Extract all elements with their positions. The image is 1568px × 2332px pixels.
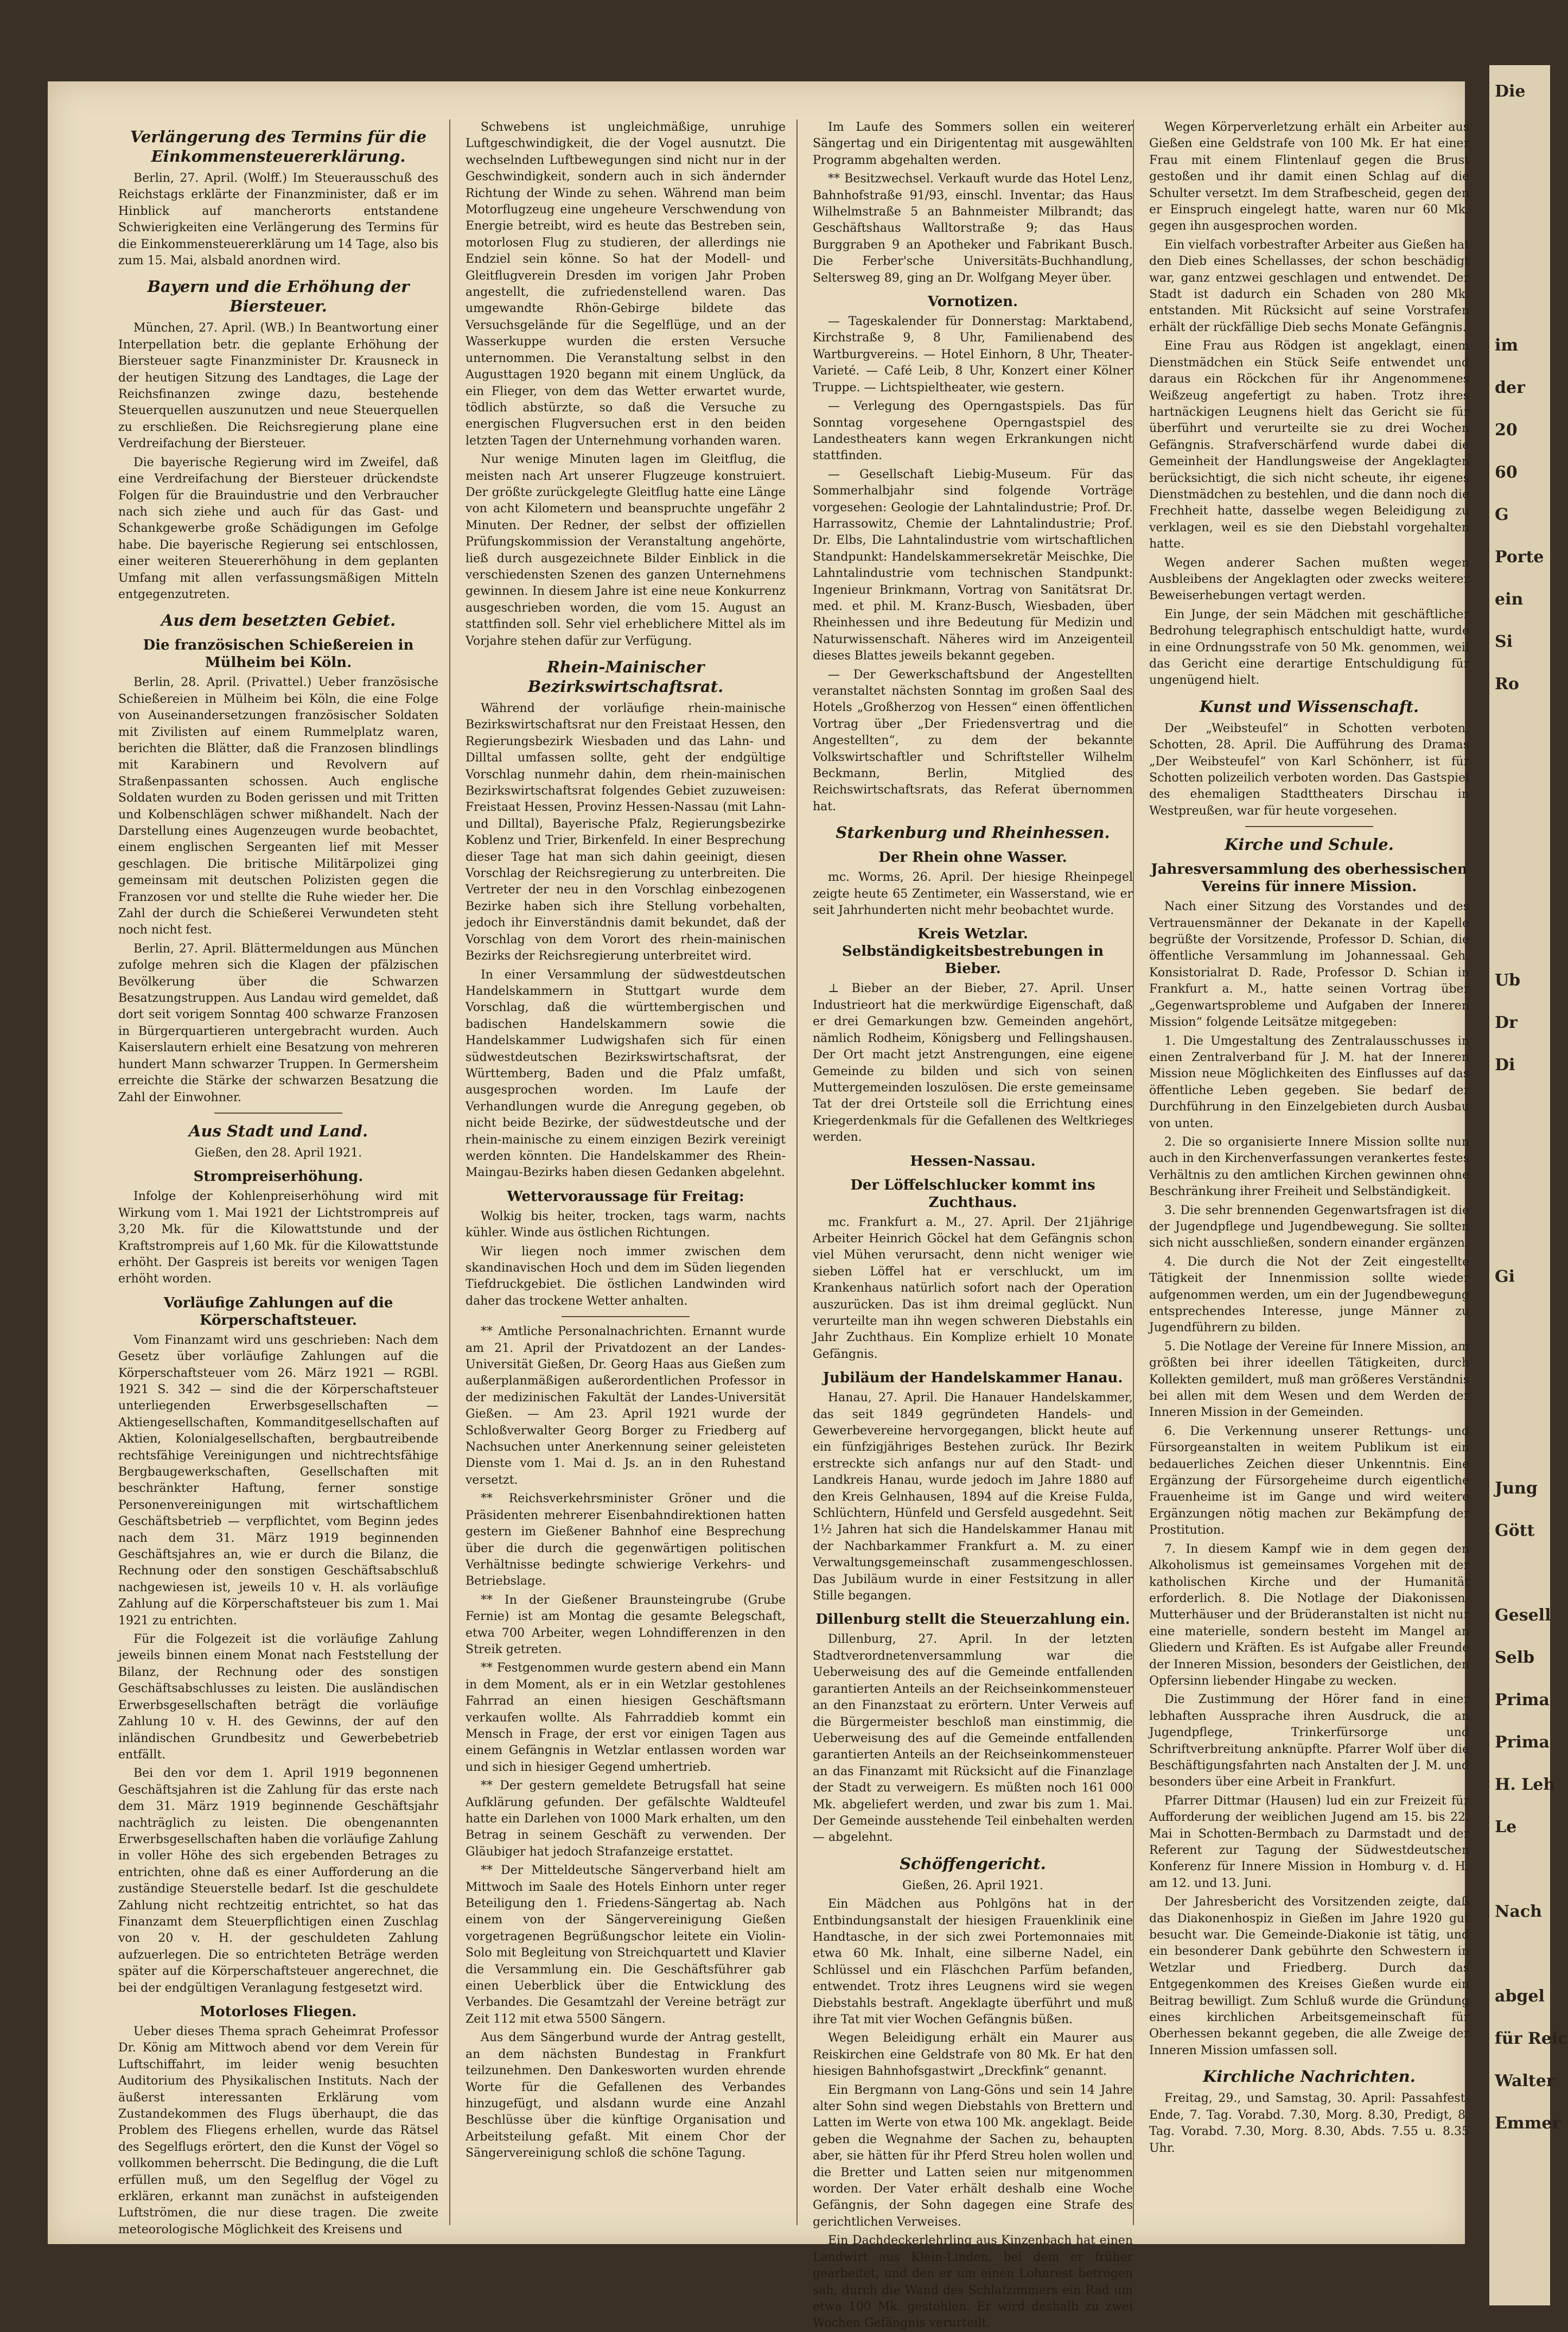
adjacent-page-fragment (1495, 928, 1550, 949)
article-paragraph: Die bayerische Regierung wird im Zweifel, daß eine Verdreifachung der Biersteuer drückendste Folgen für die Brauindustrie und den Verbraucher nach sich ziehe und auch für das Gast- und Schankgewerbe große Schädigungen im Gefolge habe. Die bayerische Regierung sei entschlossen, einer weiteren Steuererhöhung in dem geplanten Umfang mit allen verfassungsmäßigen Mitteln entgegenzutreten. (118, 455, 438, 601)
adjacent-page-fragment: Emmer (1495, 2114, 1561, 2133)
adjacent-page-fragment (1495, 166, 1550, 187)
adjacent-page-fragment: 60 (1495, 463, 1518, 482)
article-paragraph: 1. Die Umgestaltung des Zentralausschusses in einen Zentralverband für J. M. hat der Inneren Mission neue Möglichkeiten des Einflusses auf das öffentliche Leben gegeben. Sie bedarf der Durchführung in den Einzelgebieten durch Ausbau von unten. (1149, 1034, 1469, 1130)
adjacent-page-fragment (1495, 843, 1550, 864)
article-paragraph: Eine Frau aus Rödgen ist angeklagt, einem Dienstmädchen ein Stück Seife entwendet und daraus ein Röckchen für ihr Angenommenes Weißzeug angefertigt zu haben. Trotz ihres hartnäckigen Leugnens hielt das Gericht sie für überführt und verurteilte sie zu drei Wochen Gefängnis. Strafverschärfend wurde dabei die Gemeinheit der Handlungsweise der Angeklagten berücksichtigt, die sich nicht scheute, ihr eigenes Dienstmädchen zu bestehlen, und die dann noch die Frechheit hatte, dasselbe wegen Beleidigung zu verklagen, weil es sie den Diebstahl vorgehalten hatte. (1149, 339, 1469, 551)
article-subheadline: Kreis Wetzlar. Selbständigkeitsbestrebungen in Bieber. (842, 926, 1104, 977)
adjacent-page-fragment (1495, 208, 1550, 229)
adjacent-page-fragment (1495, 1309, 1550, 1330)
article-paragraph: Für die Folgezeit ist die vorläufige Zahlung jeweils binnen einem Monat nach Feststellung der Bilanz, der Rechnung oder des sonstigen Geschäftsabschlusses zu leisten. Die ausländischen Erwerbsgesellschaften beträgt die vorläufige Zahlung 10 v. H. des Gewinns, der auf den inländischen Grundbesitz und Gewerbebetrieb entfällt. (118, 1632, 438, 1762)
adjacent-page-fragment: Le (1495, 1818, 1517, 1837)
article-paragraph: mc. Frankfurt a. M., 27. April. Der 21jährige Arbeiter Heinrich Göckel hat dem Gefängnis schon viel Mühen verursacht, denn nicht weniger wie sieben Löffel hat er verschluckt, um im Krankenhaus natürlich sofort nach der Operation auszurücken. Das ist ihm dreimal geglückt. Nun verurteilte man ihn wegen schweren Diebstahls ein Jahr Zuchthaus. Ein Komplize erhielt 10 Monate Gefängnis. (813, 1215, 1133, 1361)
article-paragraph: Vom Finanzamt wird uns geschrieben: Nach dem Gesetz über vorläufige Zahlungen auf die Körperschaftsteuer vom 26. März 1921 — RGBl. 1921 S. 342 — sind die der Körperschaftsteuer unterliegenden Erwerbsgesellschaften — Aktiengesellschaften, Kommanditgesellschaften auf Aktien, Kolonialgesellschaften, bergbautreibende rechtsfähige Vereinigungen und nichtrechtsfähige Bergbaugewerkschaften, Gesellschaften mit beschränkter Haftung, ferner sonstige Personenvereinigungen mit wirtschaftlichem Geschäftsbetrieb — verpflichtet, vom Beginn jedes nach dem 31. März 1919 beginnenden Geschäftsjahres an, wie er durch die Bilanz, die Rechnung oder den sonstigen Geschäftsabschluß nachgewiesen ist, jeweils 10 v. H. als vorläufige Zahlung auf die Körperschaftsteuer bis zum 1. Mai 1921 zu entrichten. (118, 1333, 438, 1628)
article-paragraph: — Tageskalender für Donnerstag: Marktabend, Kirchstraße 9, 8 Uhr, Familienabend des Wartburgvereins. — Hotel Einhorn, 8 Uhr, Theater-Varieté. — Café Leib, 8 Uhr, Konzert einer Kölner Truppe. — Lichtspieltheater, wie gestern. (813, 315, 1133, 395)
article-paragraph: Wegen anderer Sachen mußten wegen Ausbleibens der Angeklagten oder zwecks weiterer Beweiserhebungen vertagt werden. (1149, 556, 1469, 603)
article-paragraph: Nach einer Sitzung des Vorstandes und des Vertrauensmänner der Dekanate in der Kapelle begrüßte der Vorsitzende, Professor D. Schian, die öffentliche Versammlung im Johannessaal. Geh. Konsistorialrat D. Rade, Professor D. Schian in Frankfurt a. M., hatte seinen Vortrag über „Gegenwartsprobleme und Aufgaben der Inneren Mission“ folgende Leitsätze mitgegeben: (1149, 900, 1469, 1030)
column-rule (796, 119, 798, 2225)
adjacent-page-fragment (1495, 759, 1550, 779)
article-paragraph: Der Jahresbericht des Vorsitzenden zeigte, daß das Diakonenhospiz in Gießen im Jahre 1920 gut besucht war. Die Gemeinde-Diakonie ist tätig, und ein besonderer Dank gebührte den Schwestern in Wetzlar und Friedberg. Durch das Entgegenkommen des Kreises Gießen wurde ein Beitrag bewilligt. Zum Schluß wurde die Gründung eines kirchlichen Arbeitsgemeinschaft für Oberhessen bekannt gegeben, die alle Zweige der Inneren Mission umfassen soll. (1149, 1895, 1469, 2057)
article-paragraph: Ein Bergmann von Lang-Göns und sein 14 Jahre alter Sohn sind wegen Diebstahls von Brettern und Latten im Werte von etwa 100 Mk. angeklagt. Beide geben die Wegnahme der Sachen zu, behaupten aber, sie hätten für ihr Pferd Streu holen wollen und die Bretter und Latten seien nur mitgenommen worden. Der Vater erhält deshalb eine Woche Gefängnis, der Sohn dagegen eine Strafe des gerichtlichen Verweises. (813, 2083, 1133, 2229)
article-subheadline: Motorloses Fliegen. (200, 2004, 357, 2020)
article-headline: Schöffengericht. (900, 1854, 1046, 1873)
adjacent-page-fragment (1495, 1097, 1550, 1118)
article-paragraph: Berlin, 28. April. (Privattel.) Ueber französische Schießereien in Mülheim bei Köln, die eine Folge von Auseinandersetzungen französischer Soldaten mit Zivilisten auf einem Rummelplatz waren, berichten die Blätter, daß die Franzosen blindlings mit Karabinern und Revolvern auf Straßenpassanten schossen. Auch englische Soldaten wurden zu Boden gerissen und mit Tritten und Kolbenschlägen schwer mißhandelt. Nach der Darstellung eines Augenzeugen wurde beobachtet, einem englischen Sergeanten lief mit Messer geschlagen. Die britische Militärpolizei ging gemeinsam mit deutschen Polizisten gegen die Franzosen vor und stellte die Ruhe wieder her. Die Zahl der durch die Schießerei Verwundeten steht noch nicht fest. (118, 676, 438, 937)
article-subheadline: Der Löffelschlucker kommt ins Zuchthaus. (850, 1177, 1095, 1211)
section-divider (214, 1113, 342, 1114)
article-subheadline: Vorläufige Zahlungen auf die Körperschaftsteuer. (163, 1294, 393, 1329)
adjacent-page-fragment: G (1495, 505, 1509, 524)
adjacent-page-fragment: Ub (1495, 971, 1521, 990)
article-headline: Kirche und Schule. (1225, 835, 1394, 854)
article-paragraph: Nur wenige Minuten lagen im Gleitflug, die meisten nach Art unserer Flugzeuge konstruiert. Der größte zurückgelegte Gleitflug hatte eine Länge von acht Kilometern und beanspruchte ungefähr 2 Minuten. Der Redner, der selbst der offiziellen Prüfungskommission der Veranstaltung angehörte, ließ durch ausgezeichnete Bilder Einblick in die verschiedensten Szenen des ganzen Unternehmens gewinnen. In diesem Jahre ist eine neue Konkurrenz ausgeschrieben worden, die vom 15. August an stattfinden soll. Sehr viel erheblichere Mittel als im Vorjahre stehen dafür zur Verfügung. (466, 453, 786, 648)
article-paragraph: Pfarrer Dittmar (Hausen) lud ein zur Freizeit für Aufforderung der weiblichen Jugend am 15. bis 22. Mai in Schotten-Bermbach zu Darmstadt und der Referent zur Tagung der Südwestdeutschen Konferenz für Innere Mission in Homburg v. d. H. am 12. und 13. Juni. (1149, 1794, 1469, 1890)
adjacent-page-fragment: Nach (1495, 1902, 1542, 1921)
article-paragraph: Ein vielfach vorbestrafter Arbeiter aus Gießen hat den Dieb eines Schellasses, der schon beschädigt war, ganz entzwei geschlagen und entwendet. Der Stadt ist dadurch ein Schaden von 280 Mk. entstanden. Mit Rücksicht auf seine Vorstrafen erhält der rückfällige Dieb sechs Monate Gefängnis. (1149, 238, 1469, 334)
article-paragraph: 6. Die Verkennung unserer Rettungs- und Fürsorgeanstalten in weitem Publikum ist ein bedauerliches Zeichen dieser Unkenntnis. Eine Ergänzung der Fürsorgeheime durch eigentliche Frauenheime ist im Gange und wird weitere Ergänzungen nötig machen zur Bekämpfung der Prostitution. (1149, 1424, 1469, 1537)
article-headline: Kirchliche Nachrichten. (1203, 2067, 1416, 2086)
article-paragraph: mc. Worms, 26. April. Der hiesige Rheinpegel zeigte heute 65 Zentimeter, ein Wasserstand, wie er seit Jahrhunderten nicht mehr beobachtet wurde. (813, 870, 1133, 918)
article-paragraph: Schwebens ist ungleichmäßige, unruhige Luftgeschwindigkeit, die der Vogel ausnutzt. Die wechselnden Luftbewegungen sind nicht nur in der Geschwindigkeit, sondern auch in sich ändernder Richtung der Winde zu sehen. Während man beim Motorflugzeug eine ungeheure Verschwendung von Energie betreibt, wird es heute das Bestreben sein, motorlosen Flug zu studieren, der allerdings nie Endziel sein könne. So hat der Modell- und Gleitflugverein Dresden im vorigen Jahr Proben angestellt, die zufriedenstellend waren. Das umgewandte Rhön-Gebirge bildete das Versuchsgelände für die Segelflüge, und an der Wasserkuppe wurden die ersten Versuche unternommen. Die Veranstaltung selbst in den Augusttagen 1920 begann mit einem Unglück, da ein Flieger, von dem das Wetter erwartet wurde, tödlich abstürzte, so daß die Versuche zu energischen Flugversuchen erst in den beiden letzten Tagen der Unternehmung vorhanden waren. (466, 120, 786, 448)
adjacent-page-fragment: Gesell (1495, 1606, 1551, 1625)
article-paragraph: ** Der gestern gemeldete Betrugsfall hat seine Aufklärung gefunden. Der gefälschte Waldteufel hatte ein Darlehen von 1000 Mark erhalten, um den Betrag in seinem Geschäft zu verwenden. Der Gläubiger hat jedoch Strafanzeige erstattet. (466, 1779, 786, 1859)
adjacent-page-fragment: Prima (1495, 1733, 1550, 1752)
article-paragraph: 4. Die durch die Not der Zeit eingestellte Tätigkeit der Innenmission sollte wieder aufgenommen werden, um ein der Jugendbewegung entsprechendes Interesse, junge Männer zu Jugendführern zu bilden. (1149, 1255, 1469, 1335)
article-subheadline: Dillenburg stellt die Steuerzahlung ein. (815, 1611, 1130, 1628)
article-paragraph: 2. Die so organisierte Innere Mission sollte nun auch in den Kirchenverfassungen verankertes festes Verhältnis zu den amtlichen Kirchen gewinnen ohne Beschränkung ihrer Freiheit und Selbständigkeit. (1149, 1135, 1469, 1199)
adjacent-page-fragment: 20 (1495, 421, 1518, 440)
article-paragraph: Wolkig bis heiter, trocken, tags warm, nachts kühler. Winde aus östlichen Richtungen. (466, 1209, 786, 1240)
article-paragraph: ** Festgenommen wurde gestern abend ein Mann in dem Moment, als er in ein Wetzlar gestohlenes Fahrrad an einen hiesigen Geschäftsmann verkaufen wollte. Als Fahrraddieb kommt ein Mensch in Frage, der erst vor einigen Tagen aus einem Gefängnis in Wetzlar entlassen worden war und sich in hiesiger Gegend umhertrieb. (466, 1661, 786, 1774)
article-paragraph: 5. Die Notlage der Vereine für Innere Mission, am größten bei ihrer ideellen Tätigkeiten, durch Kollekten gemildert, muß man größeres Verständnis bei allen mit dem Wesen und dem Werden der Inneren Mission in der Gemeinden. (1149, 1339, 1469, 1420)
article-paragraph: ** Besitzwechsel. Verkauft wurde das Hotel Lenz, Bahnhofstraße 91/93, einschl. Inventar; das Haus Wilhelmstraße 5 an Bahnmeister Milbrandt; das Geschäftshaus Walltorstraße 9; das Haus Burggraben 9 an Apotheker und Fabrikant Busch. Die Ferber'sche Universitäts-Buchhandlung, Seltersweg 89, ging an Dr. Wolfgang Meyer über. (813, 172, 1133, 285)
adjacent-page-fragment (1495, 1944, 1550, 1965)
article-paragraph: Dillenburg, 27. April. In der letzten Stadtverordnetenversammlung war die Ueberweisung des auf die Gemeinde entfallenden garantierten Anteils an der Reichseinkommensteuer an den Finanzstaat zu erörtern. Unter Verweis auf die Bürgermeister beschloß man einstimmig, die Ueberweisung des auf die Gemeinde entfallenden garantierten Anteils an der Reichseinkommensteuer an das Finanzamt mit Rücksicht auf die Finanzlage der Stadt zu verweigern. Es müßten noch 161 000 Mk. abgeliefert werden, und zwar bis zum 1. Mai. Der Gemeinde ausstehende Teil einbehalten werden — abgelehnt. (813, 1632, 1133, 1845)
column-2 (466, 119, 786, 2225)
article-subheadline: Jahresversammlung des oberhessischen Vereins für innere Mission. (1151, 861, 1468, 895)
adjacent-page-fragment (1495, 1140, 1550, 1160)
article-paragraph: Berlin, 27. April. (Wolff.) Im Steuerausschuß des Reichstags erklärte der Finanzminister, daß er im Hinblick auf mancherorts entstandene Schwierigkeiten eine Verlängerung des Termins für die Einkommensteuererklärung um 14 Tage, also bis zum 15. Mai, alsbald anordnen wird. (118, 171, 438, 268)
adjacent-page-fragment: H. Leh (1495, 1775, 1556, 1794)
dateline: Gießen, 26. April 1921. (902, 1878, 1043, 1892)
adjacent-page-fragment: für Reic (1495, 2029, 1568, 2048)
article-paragraph: ** Reichsverkehrsminister Gröner und die Präsidenten mehrerer Eisenbahndirektionen hatten gestern im Gießener Bahnhof eine Besprechung über die durch die gegenwärtigen politischen Verhältnisse bedingte schwierige Verkehrs- und Betriebslage. (466, 1492, 786, 1588)
article-paragraph: Wegen Körperverletzung erhält ein Arbeiter aus Gießen eine Geldstrafe von 100 Mk. Er hat einer Frau mit einem Flintenlauf gegen die Brust gestoßen und ihr damit einen Schlag auf die Schulter versetzt. Im dem Strafbescheid, gegen den er Einspruch eingelegt hatte, waren nur 60 Mk. gegen ihn ausgesprochen worden. (1149, 120, 1469, 233)
adjacent-page-fragment: Ro (1495, 675, 1519, 694)
article-paragraph: Ein Mädchen aus Pohlgöns hat in der Entbindungsanstalt der hiesigen Frauenklinik eine Handtasche, in der sich zwei Portemonnaies mit etwa 60 Mk. Inhalt, eine silberne Nadel, ein Schlüssel und ein Fläschchen Parfüm befanden, entwendet. Trotz ihres Leugnens wird sie wegen Diebstahls bestraft. Angeklagte überführt und muß ihre Tat mit vier Wochen Gefängnis büßen. (813, 1897, 1133, 2026)
adjacent-page-fragment: ein (1495, 590, 1524, 609)
article-paragraph: ** Amtliche Personalnachrichten. Ernannt wurde am 21. April der Privatdozent an der Landes-Universität Gießen, Dr. Georg Haas aus Gießen zum außerplanmäßigen außerordentlichen Professor in der medizinischen Fakultät der Landes-Universität Gießen. — Am 23. April 1921 wurde der Schloßverwalter Georg Borger zu Friedberg auf Nachsuchen unter Anerkennung seiner geleisteten Dienste vom 1. Mai d. Js. an in den Ruhestand versetzt. (466, 1325, 786, 1487)
adjacent-page-fragment (1495, 1182, 1550, 1203)
article-paragraph: In einer Versammlung der südwestdeutschen Handelskammern in Stuttgart wurde dem Vorschlag, daß die württembergischen und badischen Handelskammern sowie die Handelskammer Ludwigshafen sich für einen südwestdeutschen Bezirkswirtschaftsrat, der Württemberg, Baden und die Pfalz umfaßt, ausgesprochen worden. Im Laufe der Verhandlungen wurde die Anregung gegeben, ob nicht beide Bezirke, der südwestdeutsche und der rhein-mainische zu einem einzigen Bezirk vereinigt werden könnten. Die Handelskammer des Rhein-Maingau-Bezirks haben diesen Gedanken abgelehnt. (466, 968, 786, 1180)
article-paragraph: Berlin, 27. April. Blättermeldungen aus München zufolge mehren sich die Klagen der pfälzischen Bevölkerung über die Schwarzen Besatzungstruppen. Aus Landau wird gemeldet, daß dort seit vorigem Sonntag 400 schwarze Franzosen in Bürgerquartieren untergebracht wurden. Auch Kaiserslautern erhielt eine Besatzung von mehreren hundert Mann schwarzer Truppen. In Germersheim erreichte die Stärke der schwarzen Besatzung die Zahl der Einwohner. (118, 942, 438, 1104)
article-headline: Rhein-Mainischer Bezirkswirtschaftsrat. (527, 658, 724, 696)
adjacent-page-fragment: Die (1495, 82, 1526, 101)
section-divider (562, 1316, 690, 1317)
adjacent-page-fragment: Gött (1495, 1521, 1535, 1540)
column-rule (449, 119, 450, 2225)
article-paragraph: Ueber dieses Thema sprach Geheimrat Professor Dr. König am Mittwoch abend vor dem Verein für Luftschiffahrt, im leider wenig besuchten Auditorium des Physikalischen Instituts. Nach der äußerst interessanten Erklärung vom Zustandekommen des Flugs überhaupt, die das Problem des Fliegens erhellen, wurde das Rätsel des Segelflugs erörtert, den die Kunst der Vögel so vollkommen beherrscht. Die Bedingung, die die Luft erfüllen muß, um den Segelflug der Vögel zu erklären, erkannt man zunächst in aufsteigenden Luftströmen, die nur diese tragen. Die zweite meteorologische Möglichkeit des Kreisens und (118, 2025, 438, 2236)
article-paragraph: Wegen Beleidigung erhält ein Maurer aus Reiskirchen eine Geldstrafe von 80 Mk. Er hat den hiesigen Bahnhofsgastwirt „Dreckfink“ genannt. (813, 2031, 1133, 2079)
article-subheadline: Jubiläum der Handelskammer Hanau. (823, 1370, 1123, 1387)
article-paragraph: 3. Die sehr brennenden Gegenwartsfragen ist die der Jugendpflege und Jugendbewegung. Sie sollten sich nicht ausschließen, sondern einander ergänzen. (1149, 1203, 1469, 1250)
article-headline: Aus Stadt und Land. (188, 1121, 368, 1140)
article-paragraph: — Gesellschaft Liebig-Museum. Für das Sommerhalbjahr sind folgende Vorträge vorgesehen: Geologie der Lahntalindustrie; Prof. Dr. Harrassowitz, Chemie der Lahntalindustrie; Prof. Dr. Elbs, Die Lahntalindustrie vom wirtschaftlichen Standpunkt: Handelskammersekretär Meischke, Die Lahntalindustrie vom technischen Standpunkt: Ingenieur Brinkmann, Vortrag von Sanitätsrat Dr. med. et phil. M. Kranz-Busch, Wiesbaden, über Rheinhessen und ihre Bedeutung für Medizin und Naturwissenschaft. Näheres wird im Anzeigenteil dieses Blattes jeweils bekannt gegeben. (813, 467, 1133, 663)
article-headline: Kunst und Wissenschaft. (1199, 697, 1419, 716)
article-paragraph: ** In der Gießener Braunsteingrube (Grube Fernie) ist am Montag die gesamte Belegschaft, etwa 700 Arbeiter, wegen Lohndifferenzen in den Streik getreten. (466, 1593, 786, 1656)
article-subheadline: Wettervoraussage für Freitag: (507, 1188, 744, 1205)
adjacent-page-fragment (1495, 716, 1550, 737)
column-rule (1133, 119, 1134, 2225)
section-divider (1245, 826, 1373, 827)
article-headline: Aus dem besetzten Gebiet. (161, 611, 396, 630)
dateline: Gießen, den 28. April 1921. (194, 1146, 362, 1160)
article-paragraph: Ein Dachdeckerlehrling aus Kinzenbach hat einen Landwirt aus Klein-Linden, bei dem er früher gearbeitet, und den er um einen Lohnrest betrogen sah, durch die Wand des Schlafzimmers ein Rad um etwa 100 Mk. gestohlen. Er wird deshalb zu zwei Wochen Gefängnis verurteilt. (813, 2234, 1133, 2330)
article-paragraph: ⊥ Bieber an der Bieber, 27. April. Unser Industrieort hat die merkwürdige Eigenschaft, daß er drei Gemarkungen bzw. Gemeinden angehört, nämlich Rodheim, Königsberg und Fellingshausen. Der Ort macht jetzt Anstrengungen, eine eigene Gemeinde zu bilden und sich von seinen Muttergemeinden loszulösen. Die erste gemeinsame Tat der drei Ortsteile soll die Errichtung eines Kriegerdenkmals für die Gefallenen des Weltkrieges werden. (813, 982, 1133, 1145)
article-paragraph: Hanau, 27. April. Die Hanauer Handelskammer, das seit 1849 gegründeten Handels- und Gewerbevereine hervorgegangen, blickt heute auf ein fünfzigjähriges Bestehen zurück. Ihr Bezirk erstreckte sich anfangs nur auf den Stadt- und Landkreis Hanau, wurde jedoch im Jahre 1880 auf den Kreis Gelnhausen, 1894 auf die Kreise Fulda, Schlüchtern, Hünfeld und Gersfeld ausgedehnt. Seit 1½ Jahren hat sich die Handelskammer Hanau mit der Nachbarkammer Frankfurt a. M. zu einer Verwaltungsgemeinschaft zusammengeschlossen. Das Jubiläum wurde in einer Festsitzung in aller Stille begangen. (813, 1391, 1133, 1603)
adjacent-page-fragment: Jung (1495, 1479, 1538, 1498)
article-paragraph: Während der vorläufige rhein-mainische Bezirkswirtschaftsrat nur den Freistaat Hessen, den Regierungsbezirk Wiesbaden und das Lahn- und Dilltal umfassen sollte, geht der endgültige Vorschlag nunmehr dahin, dem rhein-mainischen Bezirkswirtschaftsrat folgendes Gebiet zuzuweisen: Freistaat Hessen, Provinz Hessen-Nassau (mit Lahn- und Dilltal), Bayerische Pfalz, Regierungsbezirke Koblenz und Trier, Birkenfeld. In einer Besprechung dieser Tage hat man sich dahin geeinigt, diesen Vorschlag der Reichsregierung zu unterbreiten. Die Vertreter der neu in den Vorschlag einbezogenen Bezirke haben sich ihre Stellung vorbehalten, jedoch ihr Einverständnis damit bekundet, daß der Vorschlag von dem Vorort des rhein-mainischen Bezirks der Reichsregierung unterbreitet wird. (466, 702, 786, 963)
article-headline: Verlängerung des Termins für die Einkommensteuererklärung. (130, 128, 427, 166)
adjacent-page-fragment: im (1495, 336, 1519, 355)
article-subheadline: Strompreiserhöhung. (193, 1168, 364, 1185)
article-subheadline: Die französischen Schießereien in Mülheim bei Köln. (143, 637, 414, 671)
article-paragraph: 7. In diesem Kampf wie in dem gegen den Alkoholismus ist gemeinsames Vorgehen mit der katholischen Kirche und der Humanität erforderlich. 8. Die Notlage der Diakonissen-Mutterhäuser und der Brüderanstalten ist nicht nur eine materielle, sondern besteht im Mangel an Gliedern und Kräften. Es ist Aufgabe aller Freunde der Inneren Mission, besonders der Geistlichen, den Opfersinn liebender Hingabe zu wecken. (1149, 1542, 1469, 1688)
article-headline: Starkenburg und Rheinhessen. (836, 823, 1110, 842)
article-paragraph: ** Der Mitteldeutsche Sängerverband hielt am Mittwoch im Saale des Hotels Einhorn unter reger Beteiligung den 1. Friedens-Sängertag ab. Nach einem von der Sängervereinigung Gießen vorgetragenen Begrüßungschor leitete ein Violin-Solo mit Begleitung von Streichquartett und Klavier die Versammlung ein. Die Geschäftsführer gab einen Ueberblick über die Entwicklung des Verbandes. Die Gesamtzahl der Vereine beträgt zur Zeit 112 mit etwa 5500 Sängern. (466, 1864, 786, 2026)
adjacent-page-fragment (1495, 801, 1550, 822)
article-paragraph: Ein Junge, der sein Mädchen mit geschäftlicher Bedrohung telegraphisch entschuldigt hatte, wurde in eine Ordnungsstrafe von 50 Mk. genommen, weil das Gericht eine derartige Entschuldigung für ungenügend hielt. (1149, 607, 1469, 688)
article-paragraph: — Verlegung des Operngastspiels. Das für Sonntag vorgesehene Operngastspiel des Landestheaters kann wegen Erkrankungen nicht stattfinden. (813, 399, 1133, 463)
adjacent-page-fragment: Prima (1495, 1691, 1550, 1710)
adjacent-page-fragment: Walter (1495, 2072, 1555, 2090)
article-subheadline: Vornotizen. (927, 294, 1018, 310)
adjacent-page-fragment: Porte (1495, 548, 1544, 567)
newspaper-page (48, 81, 1469, 2330)
adjacent-page-fragment (1495, 1394, 1550, 1414)
adjacent-page-fragment: Gi (1495, 1267, 1515, 1286)
adjacent-page-fragment (1495, 293, 1550, 314)
article-paragraph: Bei den vor dem 1. April 1919 begonnenen Geschäftsjahren ist die Zahlung für das erste nach dem 31. März 1919 beginnende Geschäftsjahr nachträglich zu leisten. Die obengenannten Erwerbsgesellschaften haben die vorläufige Zahlung in voller Höhe des sich ergebenden Betrages zu entrichten, ohne daß es einer Aufforderung an die zuständige Steuerstelle bedarf. Ist die geschuldete Zahlung nicht rechtzeitig entrichtet, so hat das Finanzamt dem Steuerpflichtigen einen Zuschlag von 20 v. H. der geschuldeten Zahlung aufzuerlegen. Die so entrichteten Beträge werden später auf die Körperschaftsteuer angerechnet, die bei der endgültigen Veranlagung festgesetzt wird. (118, 1767, 438, 1995)
adjacent-page-fragment: Di (1495, 1056, 1515, 1075)
column-4 (1149, 119, 1469, 2225)
adjacent-page-fragment (1495, 1859, 1550, 1880)
adjacent-page-fragment (1495, 1224, 1550, 1245)
adjacent-page-fragment (1495, 1563, 1550, 1584)
adjacent-page-fragment: Si (1495, 632, 1513, 651)
adjacent-page-fragment: abgel (1495, 1987, 1545, 2006)
adjacent-page-edge (1489, 65, 1568, 2305)
article-paragraph: Freitag, 29., und Samstag, 30. April: Passahfest-Ende, 7. Tag. Vorabd. 7.30, Morg. 8.30, Predigt, 8. Tag. Vorabd. 7.30, Morg. 8.30, Abds. 7.55 u. 8.35 Uhr. (1149, 2092, 1469, 2155)
adjacent-page-fragment (1495, 124, 1550, 144)
article-paragraph: Infolge der Kohlenpreiserhöhung wird mit Wirkung vom 1. Mai 1921 der Lichtstrompreis auf 3,20 Mk. für die Kilowattstunde und der Kraftstrompreis auf 1,60 Mk. für die Kilowattstunde erhöht. Der Gaspreis ist bereits vor wenigen Tagen erhöht worden. (118, 1190, 438, 1286)
adjacent-page-fragment: Dr (1495, 1013, 1518, 1032)
article-paragraph: Im Laufe des Sommers sollen ein weiterer Sängertag und ein Dirigententag mit ausgewählten Programm abgehalten werden. (813, 120, 1133, 167)
article-paragraph: München, 27. April. (WB.) In Beantwortung einer Interpellation betr. die geplante Erhöhung der Biersteuer sagte Finanzminister Dr. Krausneck in der heutigen Sitzung des Landtages, die Lage der Reichsfinanzen zwinge dazu, bestehende Steuerquellen auszunutzen und neue Steuerquellen zu erschließen. Die Reichsregierung plane eine Verdreifachung der Biersteuer. (118, 321, 438, 451)
adjacent-page-fragment (1495, 1436, 1550, 1457)
adjacent-page-fragment: der (1495, 378, 1525, 397)
article-paragraph: Die Zustimmung der Hörer fand in einer lebhaften Aussprache ihren Ausdruck, die an Jugendpflege, Trinkerfürsorge und Schriftverbreitung anknüpfte. Pfarrer Wolf über die Beschäftigungsfahrten nach Anstalten der J. M. und besonders über eine Arbeit in Frankfurt. (1149, 1693, 1469, 1789)
article-subheadline: Der Rhein ohne Wasser. (878, 849, 1067, 866)
article-paragraph: Aus dem Sängerbund wurde der Antrag gestellt, an dem nächsten Bundestag in Frankfurt teilzunehmen. Den Dankesworten wurden ehrende Worte für die Gefallenen des Verbandes hinzugefügt, und alsdann wurde eine Anzahl Beschlüsse über die künftige Organisation und Arbeitsteilung gefaßt. Mit einem Chor der Sängervereinigung schloß die schöne Tagung. (466, 2031, 786, 2161)
column-3 (813, 119, 1133, 2330)
adjacent-page-fragment (1495, 1351, 1550, 1372)
article-paragraph: Wir liegen noch immer zwischen dem skandinavischen Hoch und dem im Süden liegenden Tiefdruckgebiet. Die östlichen Landwinden wird daher das trockene Wetter anhalten. (466, 1244, 786, 1308)
adjacent-page-fragment (1495, 886, 1550, 906)
article-paragraph: — Der Gewerkschaftsbund der Angestellten veranstaltet nächsten Sonntag im großen Saal des Hotels „Großherzog von Hessen“ einen öffentlichen Vortrag über „Der Friedensvertrag und die Angestellten“, zu dem der bekannte Volkswirtschaftler und Schriftsteller Wilhelm Beckmann, Berlin, Mitglied des Reichswirtschaftsrats, das Referat übernommen hat. (813, 668, 1133, 814)
article-paragraph: Der „Weibsteufel“ in Schotten verboten. Schotten, 28. April. Die Aufführung des Dramas „Der Weibsteufel“ von Karl Schönherr, ist für Schotten polizeilich verboten worden. Das Gastspiel des ehemaligen Stadttheaters Dirschau in Westpreußen, war für heute vorgesehen. (1149, 721, 1469, 818)
article-headline: Bayern und die Erhöhung der Biersteuer. (147, 277, 410, 316)
article-subheadline: Hessen-Nassau. (910, 1153, 1036, 1170)
adjacent-page-fragment: Selb (1495, 1648, 1535, 1667)
column-1 (118, 119, 438, 2236)
adjacent-page-fragment (1495, 251, 1550, 271)
